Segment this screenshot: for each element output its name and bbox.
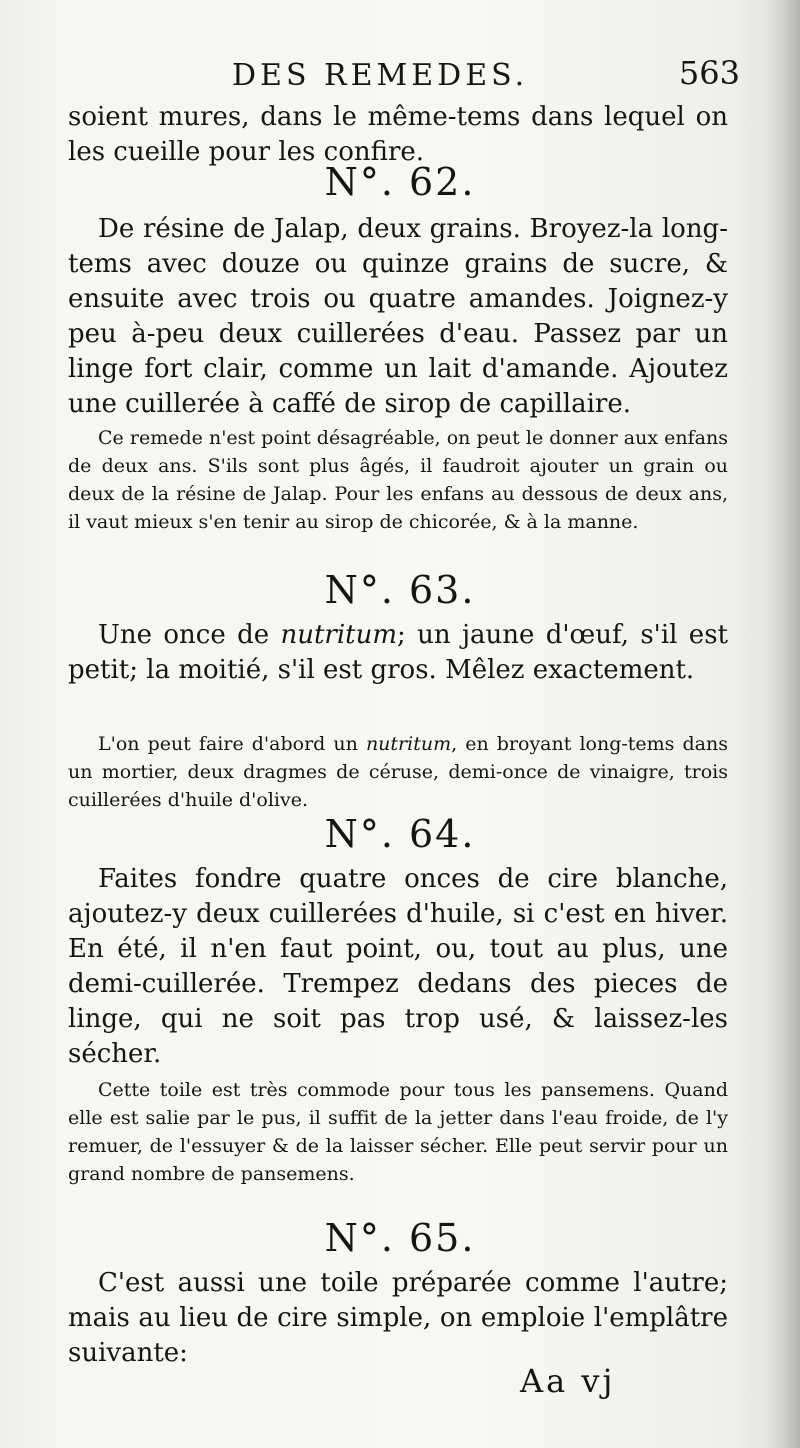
recipe-63-note-b: , en broyant long-tems dans un mortier, deux dragmes de céruse, demi-once de vinaigre, trois cuillerées d'huile d'olive. (68, 733, 728, 811)
recipe-64-note (68, 1076, 728, 1188)
page-header (60, 52, 740, 96)
recipe-heading-65: N°. 65. (324, 1216, 476, 1260)
recipe-63-text (68, 618, 728, 688)
recipe-63-note-italic: nutritum (365, 733, 452, 755)
recipe-63-body-b: ; un jaune d'œuf, s'il est petit; la moitié, s'il est gros. Mêlez exactement. (68, 620, 728, 685)
recipe-heading-64: N°. 64. (324, 812, 476, 856)
recipe-63-note (68, 730, 728, 814)
recipe-63-note-a: L'on peut faire d'abord un (98, 733, 366, 755)
top-fragment: soient mures, dans le même-tems dans lequel on les cueille pour les confire. (68, 102, 728, 167)
recipe-64-note-body: Cette toile est très commode pour tous les pansemens. Quand elle est salie par le pus, il suffit de la jetter dans l'eau froide, de l'y remuer, de l'essuyer & de la laisser sécher. Elle peut servir pour un grand nombre de pansemens. (68, 1079, 728, 1185)
recipe-64-body: Faites fondre quatre onces de cire blanche, ajoutez-y deux cuillerées d'huile, si c'est en hiver. En été, il n'en faut point, ou, tout au plus, une demi-cuillerée. Trempez dedans des pieces de linge, qui ne soit pas trop usé, & laissez-les sécher. (68, 864, 728, 1069)
recipe-heading-62: N°. 62. (324, 160, 476, 204)
recipe-63-body-a: Une once de (98, 620, 281, 650)
recipe-65-text (68, 1266, 728, 1371)
catchword: Aa vj (520, 1362, 616, 1400)
recipe-64-text (68, 862, 728, 1072)
recipe-62-body: De résine de Jalap, deux grains. Broyez-la long-tems avec douze ou quinze grains de sucre, & ensuite avec trois ou quatre amandes. Joignez-y peu à-peu deux cuillerées d'eau. Passez par un linge fort clair, comme un lait d'amande. Ajoutez une cuillerée à caffé de sirop de capillaire. (68, 214, 728, 419)
page-number: 563 (678, 54, 740, 92)
running-head: DES REMEDES. (232, 58, 529, 93)
recipe-62-text (68, 212, 728, 422)
recipe-62-note-body: Ce remede n'est point désagréable, on peut le donner aux enfans de deux ans. S'ils sont plus âgés, il faudroit ajouter un grain ou deux de la résine de Jalap. Pour les enfans au dessous de deux ans, il vaut mieux s'en tenir au sirop de chicorée, & à la manne. (68, 427, 728, 533)
recipe-heading-63: N°. 63. (324, 568, 476, 612)
recipe-62-note (68, 424, 728, 536)
recipe-65-body: C'est aussi une toile préparée comme l'autre; mais au lieu de cire simple, on emploie l'emplâtre suivante: (68, 1268, 728, 1368)
recipe-63-italic: nutritum (280, 620, 398, 650)
